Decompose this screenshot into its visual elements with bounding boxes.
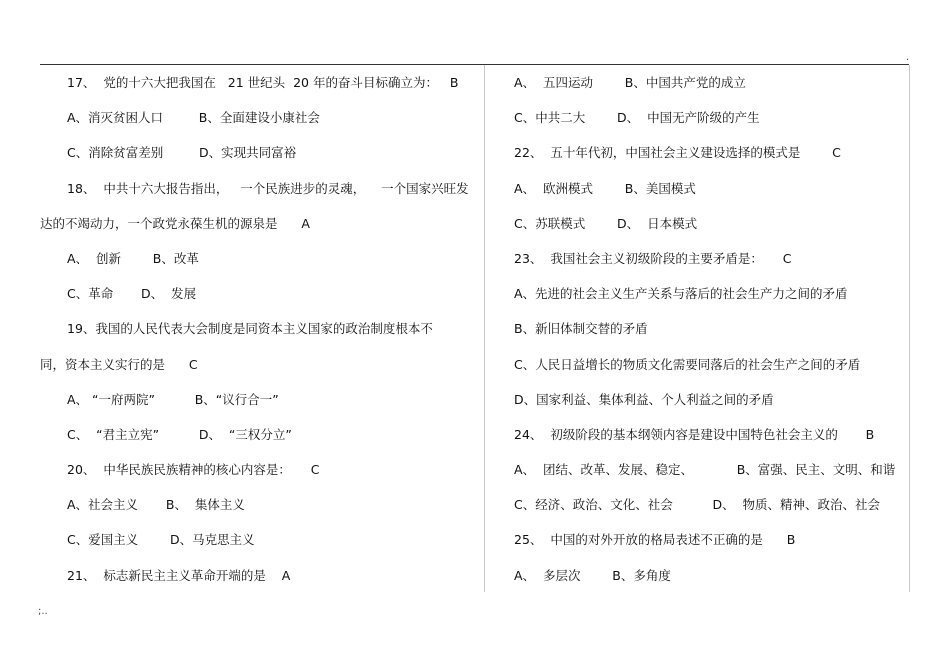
text-line: D、国家利益、集体利益、个人利益之间的矛盾 xyxy=(514,391,774,407)
text-line: 17、 党的十六大把我国在 21 世纪头 20 年的奋斗目标确立为： B xyxy=(67,75,459,90)
text-line: 22、 五十年代初，中国社会主义建设选择的模式是 C xyxy=(514,145,841,161)
right-column xyxy=(514,65,904,593)
text-line: 25、 中国的对外开放的格局表述不正确的是 B xyxy=(514,532,796,548)
text-line: A、 团结、改革、发展、稳定、 B、富强、民主、文明、和谐 xyxy=(514,462,896,478)
text-line: A、 创新 B、改革 xyxy=(67,250,199,266)
text-line: 同，资本主义实行的是 C xyxy=(40,356,198,372)
text-line: C、消除贫富差别 D、实现共同富裕 xyxy=(67,145,297,161)
text-line: 19、我国的人民代表大会制度是同资本主义国家的政治制度根本不 xyxy=(67,321,433,337)
text-line: A、社会主义 B、 集体主义 xyxy=(67,497,245,513)
text-line: A、 欧洲模式 B、美国模式 xyxy=(514,180,696,196)
corner-mark-top: . xyxy=(906,52,910,63)
text-line: A、 五四运动 B、中国共产党的成立 xyxy=(514,75,746,90)
text-line: B、新旧体制交替的矛盾 xyxy=(514,321,648,337)
text-line: A、消灭贫困人口 B、全面建设小康社会 xyxy=(67,110,320,126)
text-line: 24、 初级阶段的基本纲领内容是建设中国特色社会主义的 B xyxy=(514,426,875,442)
text-line: C、苏联模式 D、 日本模式 xyxy=(514,215,698,231)
column-divider xyxy=(484,65,485,592)
text-line: A、先进的社会主义生产关系与落后的社会生产力之间的矛盾 xyxy=(514,286,848,302)
right-border-line xyxy=(909,65,910,592)
text-line: C、中共二大 D、 中国无产阶级的产生 xyxy=(514,110,760,126)
text-line: 21、 标志新民主主义革命开端的是 A xyxy=(67,567,291,583)
text-line: A、 多层次 B、多角度 xyxy=(514,567,671,583)
text-line: 18、 中共十六大报告指出， 一个民族进步的灵魂， 一个国家兴旺发 xyxy=(67,180,469,196)
text-line: C、经济、政治、文化、社会 D、 物质、精神、政治、社会 xyxy=(514,497,881,513)
left-column xyxy=(40,65,476,593)
text-line: A、 “一府两院” B、“议行合一” xyxy=(67,391,279,407)
text-line: 达的不竭动力，一个政党永葆生机的源泉是 A xyxy=(40,215,310,231)
text-line: C、 “君主立宪” D、 “三权分立” xyxy=(67,426,292,442)
corner-mark-bottom: ;.. xyxy=(38,606,48,617)
text-line: C、爱国主义 D、马克思主义 xyxy=(67,532,255,548)
text-line: 20、 中华民族民族精神的核心内容是： C xyxy=(67,462,320,478)
text-line: C、革命 D、 发展 xyxy=(67,286,197,302)
text-line: C、人民日益增长的物质文化需要同落后的社会生产之间的矛盾 xyxy=(514,356,861,372)
text-line: 23、 我国社会主义初级阶段的主要矛盾是： C xyxy=(514,250,792,266)
